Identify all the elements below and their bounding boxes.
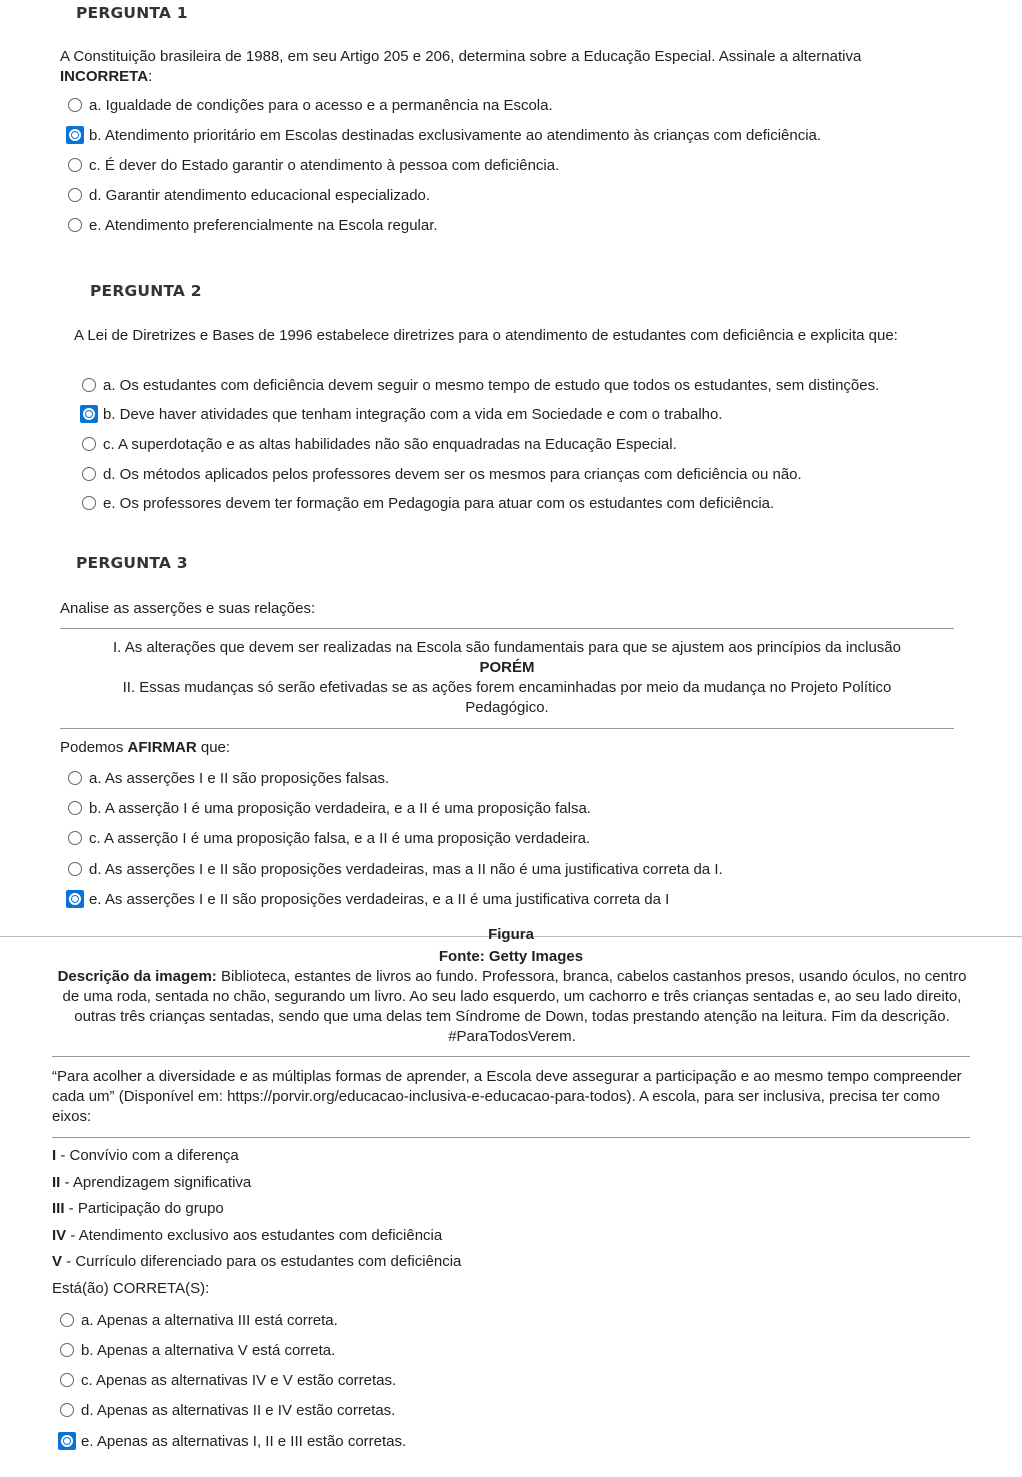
figure-source: Fonte: Getty Images [438, 948, 584, 965]
radio-button[interactable] [68, 831, 82, 845]
radio-button-selected[interactable] [66, 126, 84, 144]
image-description-text: Biblioteca, estantes de livros ao fundo. Professora, branca, cabelos castanhos presos, usando óculos, no centro de uma roda, sentada no chão, segurando um livro. Ao seu lado esquerdo, um cachorro e três crianças sentadas e, ao seu lado direito, outras três crianças sentadas, sendo que uma delas tem Síndrome de Down, todas prestando atenção na leitura. Fim da descrição. #ParaTodosVerem. [62, 968, 967, 1045]
question-4-prompt: Está(ão) CORRETA(S): [52, 1280, 210, 1297]
q4-option-c[interactable] [60, 1370, 396, 1390]
divider [60, 628, 954, 629]
q1-option-c[interactable] [68, 155, 559, 175]
q1-option-d[interactable] [68, 185, 430, 205]
question-1-stem [60, 47, 970, 87]
option-label: b. Deve haver atividades que tenham integração com a vida em Sociedade e com o trabalho. [103, 405, 723, 423]
question-1-title: PERGUNTA 1 [76, 4, 188, 22]
axis-number: V [52, 1253, 63, 1270]
assertion-1: I. As alterações que devem ser realizadas na Escola são fundamentais para que se ajustem aos princípios da inclusão [113, 639, 901, 656]
radio-button[interactable] [60, 1313, 74, 1327]
radio-button[interactable] [68, 218, 82, 232]
q4-option-b[interactable] [60, 1340, 335, 1360]
option-label: b. Apenas a alternativa V está correta. [81, 1341, 336, 1359]
q3-option-d[interactable] [68, 859, 723, 879]
option-label: c. A superdotação e as altas habilidades não são enquadradas na Educação Especial. [103, 435, 677, 453]
radio-button[interactable] [68, 98, 82, 112]
radio-button[interactable] [68, 188, 82, 202]
option-label: a. Os estudantes com deficiência devem seguir o mesmo tempo de estudo que todos os estudantes, sem distinções. [103, 376, 880, 394]
q3-option-e[interactable] [66, 889, 669, 909]
option-label: a. Apenas a alternativa III está correta. [81, 1311, 338, 1329]
q4-option-e[interactable] [58, 1431, 406, 1451]
question-4-quote: “Para acolher a diversidade e as múltiplas formas de aprender, a Escola deve assegurar a participação e ao mesmo tempo compreender cada um” (Disponível em: https://porvir.org/educacao-inclusiva-e-educacao-para-todos). A escola, para ser inclusiva, precisa ter como eixos: [52, 1068, 962, 1125]
axis-text: - Aprendizagem significativa [60, 1173, 252, 1191]
option-label: a. As asserções I e II são proposições falsas. [89, 769, 390, 787]
option-label: e. As asserções I e II são proposições verdadeiras, e a II é uma justificativa correta da I [89, 890, 670, 908]
question-3-intro: Analise as asserções e suas relações: [60, 600, 316, 617]
divider [60, 728, 954, 729]
divider [52, 1137, 970, 1138]
axis-item-4 [52, 1226, 752, 1253]
radio-button-selected[interactable] [58, 1432, 76, 1450]
option-label: a. Igualdade de condições para o acesso e a permanência na Escola. [89, 96, 553, 114]
axis-item-1 [52, 1146, 752, 1173]
question-3-title: PERGUNTA 3 [76, 554, 188, 572]
image-description-label: Descrição da imagem: [57, 968, 217, 985]
question-1-stem-text: A Constituição brasileira de 1988, em seu Artigo 205 e 206, determina sobre a Educação Especial. Assinale a alternativa [60, 48, 862, 65]
option-label: c. Apenas as alternativas IV e V estão corretas. [81, 1371, 397, 1389]
radio-button[interactable] [60, 1373, 74, 1387]
q4-option-a[interactable] [60, 1310, 338, 1330]
option-label: b. A asserção I é uma proposição verdadeira, e a II é uma proposição falsa. [89, 799, 591, 817]
radio-button[interactable] [82, 378, 96, 392]
radio-button[interactable] [82, 496, 96, 510]
radio-button-selected[interactable] [66, 890, 84, 908]
axis-text: - Atendimento exclusivo aos estudantes com deficiência [66, 1226, 443, 1244]
axis-item-5 [52, 1252, 752, 1279]
q4-option-d[interactable] [60, 1400, 395, 1420]
q2-option-b[interactable] [80, 404, 723, 424]
option-label: b. Atendimento prioritário em Escolas destinadas exclusivamente ao atendimento às crianças com deficiência. [89, 126, 822, 144]
q1-option-e[interactable] [68, 215, 438, 235]
radio-button[interactable] [68, 771, 82, 785]
figure-caption: Figura [488, 926, 534, 943]
radio-button[interactable] [60, 1343, 74, 1357]
assertion-2: II. Essas mudanças só serão efetivadas se as ações forem encaminhadas por meio da mudança no Projeto Político Pedagógico. [122, 679, 892, 716]
radio-button[interactable] [60, 1403, 74, 1417]
radio-button[interactable] [68, 801, 82, 815]
radio-button[interactable] [68, 158, 82, 172]
q3-option-a[interactable] [68, 768, 389, 788]
axis-number: IV [52, 1226, 67, 1244]
option-label: e. Apenas as alternativas I, II e III estão corretas. [81, 1432, 407, 1450]
axis-number: II [52, 1173, 61, 1191]
image-description [56, 967, 968, 1047]
axis-number: I [52, 1147, 57, 1164]
assertion-box [60, 638, 954, 718]
option-label: d. As asserções I e II são proposições verdadeiras, mas a II não é uma justificativa correta da I. [89, 860, 723, 878]
q1-option-a[interactable] [68, 95, 553, 115]
divider [52, 1056, 970, 1057]
axis-text: - Participação do grupo [64, 1200, 224, 1217]
axis-text: - Convívio com a diferença [56, 1147, 239, 1164]
figure-caption-clip [0, 926, 1022, 945]
option-label: d. Apenas as alternativas II e IV estão corretas. [81, 1401, 396, 1419]
axis-text: - Currículo diferenciado para os estudantes com deficiência [62, 1253, 462, 1270]
q3-option-c[interactable] [68, 828, 590, 848]
prompt-end: que: [196, 739, 231, 756]
assertion-connector: PORÉM [479, 659, 535, 676]
question-1-stem-end: : [148, 68, 153, 85]
axis-number: III [52, 1200, 65, 1217]
prompt-start: Podemos [60, 739, 128, 756]
q1-option-b[interactable] [66, 125, 821, 145]
option-label: c. A asserção I é uma proposição falsa, e a II é uma proposição verdadeira. [89, 829, 591, 847]
radio-button-selected[interactable] [80, 405, 98, 423]
question-2-title: PERGUNTA 2 [90, 282, 202, 300]
question-3-prompt [60, 738, 230, 758]
option-label: c. É dever do Estado garantir o atendimento à pessoa com deficiência. [89, 156, 560, 174]
option-label: d. Os métodos aplicados pelos professores devem ser os mesmos para crianças com deficiência ou não. [103, 465, 802, 483]
q3-option-b[interactable] [68, 798, 591, 818]
q2-option-c[interactable] [82, 434, 677, 454]
axes-list [52, 1146, 752, 1279]
radio-button[interactable] [68, 862, 82, 876]
question-1-stem-bold: INCORRETA [60, 68, 149, 85]
q2-option-e[interactable] [82, 493, 774, 513]
q2-option-a[interactable] [82, 375, 879, 395]
prompt-bold: AFIRMAR [127, 739, 197, 756]
axis-item-2 [52, 1173, 752, 1200]
question-2-stem: A Lei de Diretrizes e Bases de 1996 estabelece diretrizes para o atendimento de estudantes com deficiência e explicita que: [74, 327, 898, 344]
q2-option-d[interactable] [82, 464, 802, 484]
option-label: e. Os professores devem ter formação em Pedagogia para atuar com os estudantes com deficiência. [103, 494, 775, 512]
radio-button[interactable] [82, 467, 96, 481]
radio-button[interactable] [82, 437, 96, 451]
option-label: e. Atendimento preferencialmente na Escola regular. [89, 216, 438, 234]
option-label: d. Garantir atendimento educacional especializado. [89, 186, 431, 204]
axis-item-3 [52, 1199, 752, 1226]
